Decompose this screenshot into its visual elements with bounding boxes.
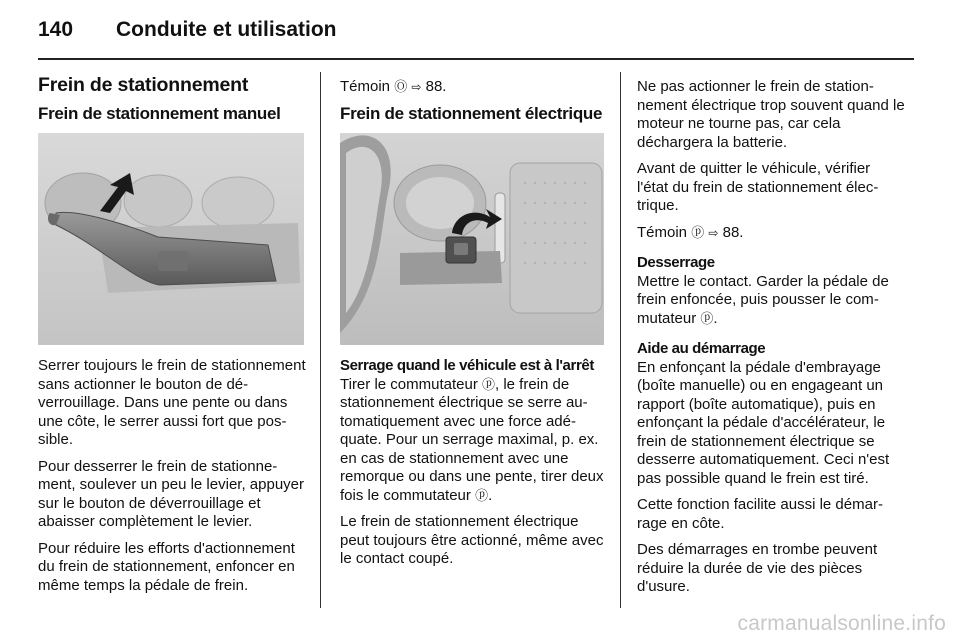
paragraph: Le frein de stationnement électrique peut toujours être actionné, même avec le contact coupé. <box>340 513 604 567</box>
page-reference-arrow-icon: ⇨ <box>708 225 719 240</box>
paragraph-text: , le frein de stationnement électrique se serre automatiquement avec une force adéquate. Pour un serrage maximal, p. ex. en cas de stationnement avec une remorque ou dans une pente, tirer deux fois le commutateur <box>340 375 604 504</box>
epb-switch-icon: ⓟ <box>691 224 705 240</box>
paragraph-text: Mettre le contact. Garder la pédale de frein enfoncée, puis pousser le commutateur <box>637 272 889 327</box>
column-divider-2 <box>620 72 621 608</box>
paragraph: Serrer toujours le frein de stationnement sans actionner le bouton de déverrouillage. Dans une pente ou dans une côte, le serrer aussi fort que possible. <box>38 357 306 448</box>
watermark: carmanualsonline.info <box>737 612 946 635</box>
paragraph: Des démarrages en trombe peuvent réduire la durée de vie des pièces d'usure. <box>637 541 878 595</box>
electric-parking-brake-photo <box>340 133 606 345</box>
section-heading: Frein de stationnement <box>38 74 249 96</box>
paragraph: En enfonçant la pédale d'embrayage (boîte manuelle) ou en engageant un rapport (boîte automatique), puis en enfonçant la pédale d'accélérateur, le frein de stationnement électrique se desserre automatiquement. Ceci n'est pas possible quand le frein est tiré. <box>637 358 890 487</box>
epb-switch-icon: ⓟ <box>481 376 495 392</box>
paragraph: Pour réduire les efforts d'actionnement du frein de stationnement, enfoncer en même temps la pédale de frein. <box>38 539 295 594</box>
paragraph: Pour desserrer le frein de stationnement, soulever un peu le levier, appuyer sur le bouton de déverrouillage et abaisser complètement le levier. <box>38 457 304 530</box>
paragraph-text: . <box>713 309 718 327</box>
paragraph-text: Tirer le commutateur <box>340 375 478 393</box>
paragraph <box>637 273 905 329</box>
temoin-label: Témoin <box>340 78 391 95</box>
subsection-heading-manual: Frein de stationnement manuel <box>38 103 281 123</box>
page-reference-arrow-icon: ⇨ <box>411 80 422 94</box>
temoin-label: Témoin <box>637 223 688 241</box>
column-2 <box>340 72 606 577</box>
manual-handbrake-photo <box>38 133 306 345</box>
brake-warning-icon: Ⓞ <box>394 79 408 94</box>
column-divider-1 <box>320 72 321 608</box>
paragraph <box>340 376 606 506</box>
subheading-serrage: Serrage quand le véhicule est à l'arrêt <box>340 357 594 374</box>
page-number: 140 <box>38 18 74 41</box>
paragraph: Cette fonction facilite aussi le démarrage en côte. <box>637 496 883 532</box>
temoin-line <box>637 224 905 243</box>
paragraph-text: . <box>488 486 493 504</box>
subsection-heading-electric: Frein de stationnement électrique <box>340 103 603 123</box>
page-header <box>38 18 918 60</box>
paragraph: Avant de quitter le véhicule, vérifier l'état du frein de stationnement électrique. <box>637 160 879 214</box>
subheading-desserrage: Desserrage <box>637 254 715 271</box>
page-title: Conduite et utilisation <box>116 18 337 41</box>
epb-switch-icon: ⓟ <box>700 310 714 326</box>
page-reference: 88. <box>722 223 744 241</box>
epb-switch-icon: ⓟ <box>475 487 489 503</box>
subheading-aide-demarrage: Aide au démarrage <box>637 340 766 357</box>
paragraph: Ne pas actionner le frein de stationnement électrique trop souvent quand le moteur ne tourne pas, car cela déchargera la batterie. <box>637 78 905 151</box>
header-divider <box>38 58 914 60</box>
column-1 <box>38 72 306 603</box>
page-reference: 88. <box>425 78 447 95</box>
column-3 <box>637 72 905 605</box>
temoin-line <box>340 78 606 97</box>
